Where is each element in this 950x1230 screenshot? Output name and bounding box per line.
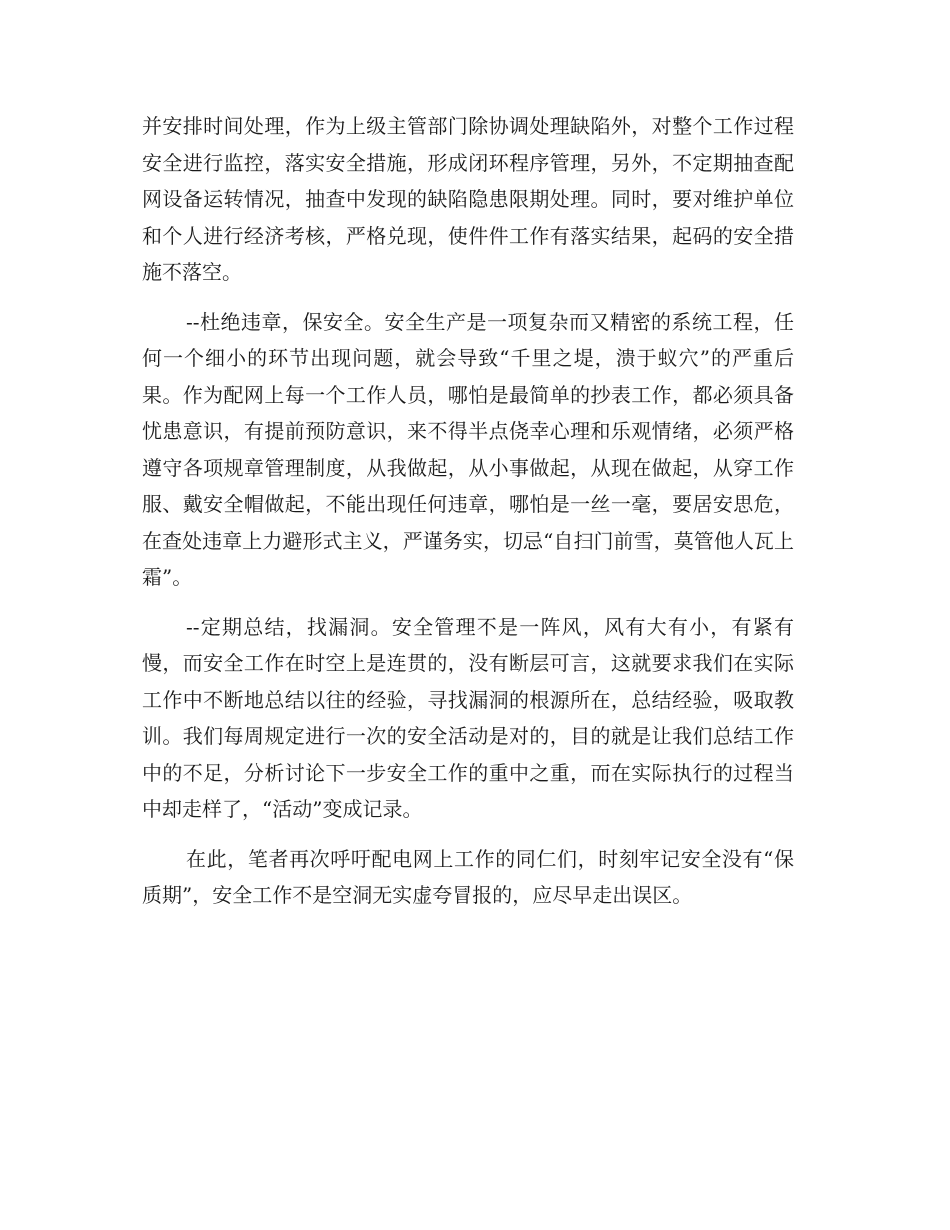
paragraph-regular-summary: --定期总结，找漏洞。安全管理不是一阵风，风有大有小，有紧有慢，而安全工作在时空上是连贯的，没有断层可言，这就要求我们在实际工作中不断地总结以往的经验，寻找漏洞的根源所在，总结经验，吸取教训。我们每周规定进行一次的安全活动是对的，目的就是让我们总结工作中的不足，分析讨论下一步安全工作的重中之重，而在实际执行的过程当中却走样了，“活动”变成记录。 <box>142 614 794 821</box>
paragraph-eliminate-violations: --杜绝违章，保安全。安全生产是一项复杂而又精密的系统工程，任何一个细小的环节出现问题，就会导致“千里之堤，溃于蚁穴”的严重后果。作为配网上每一个工作人员，哪怕是最简单的抄表工作，都必须具备忧患意识，有提前预防意识，来不得半点侥幸心理和乐观情绪，必须严格遵守各项规章管理制度，从我做起，从小事做起，从现在做起，从穿工作服、戴安全帽做起，不能出现任何违章，哪怕是一丝一毫，要居安思危，在查处违章上力避形式主义，严谨务实，切忌“自扫门前雪，莫管他人瓦上霜”。 <box>142 309 794 589</box>
paragraph-continuation: 并安排时间处理，作为上级主管部门除协调处理缺陷外，对整个工作过程安全进行监控，落实安全措施，形成闭环程序管理，另外，不定期抽查配网设备运转情况，抽查中发现的缺陷隐患限期处理。同时，要对维护单位和个人进行经济考核，严格兑现，使件件工作有落实结果，起码的安全措施不落空。 <box>142 114 794 284</box>
paragraph-conclusion: 在此，笔者再次呼吁配电网上工作的同仁们，时刻牢记安全没有“保质期”，安全工作不是空洞无实虚夸冒报的，应尽早走出误区。 <box>142 846 794 907</box>
document-body <box>142 108 794 914</box>
